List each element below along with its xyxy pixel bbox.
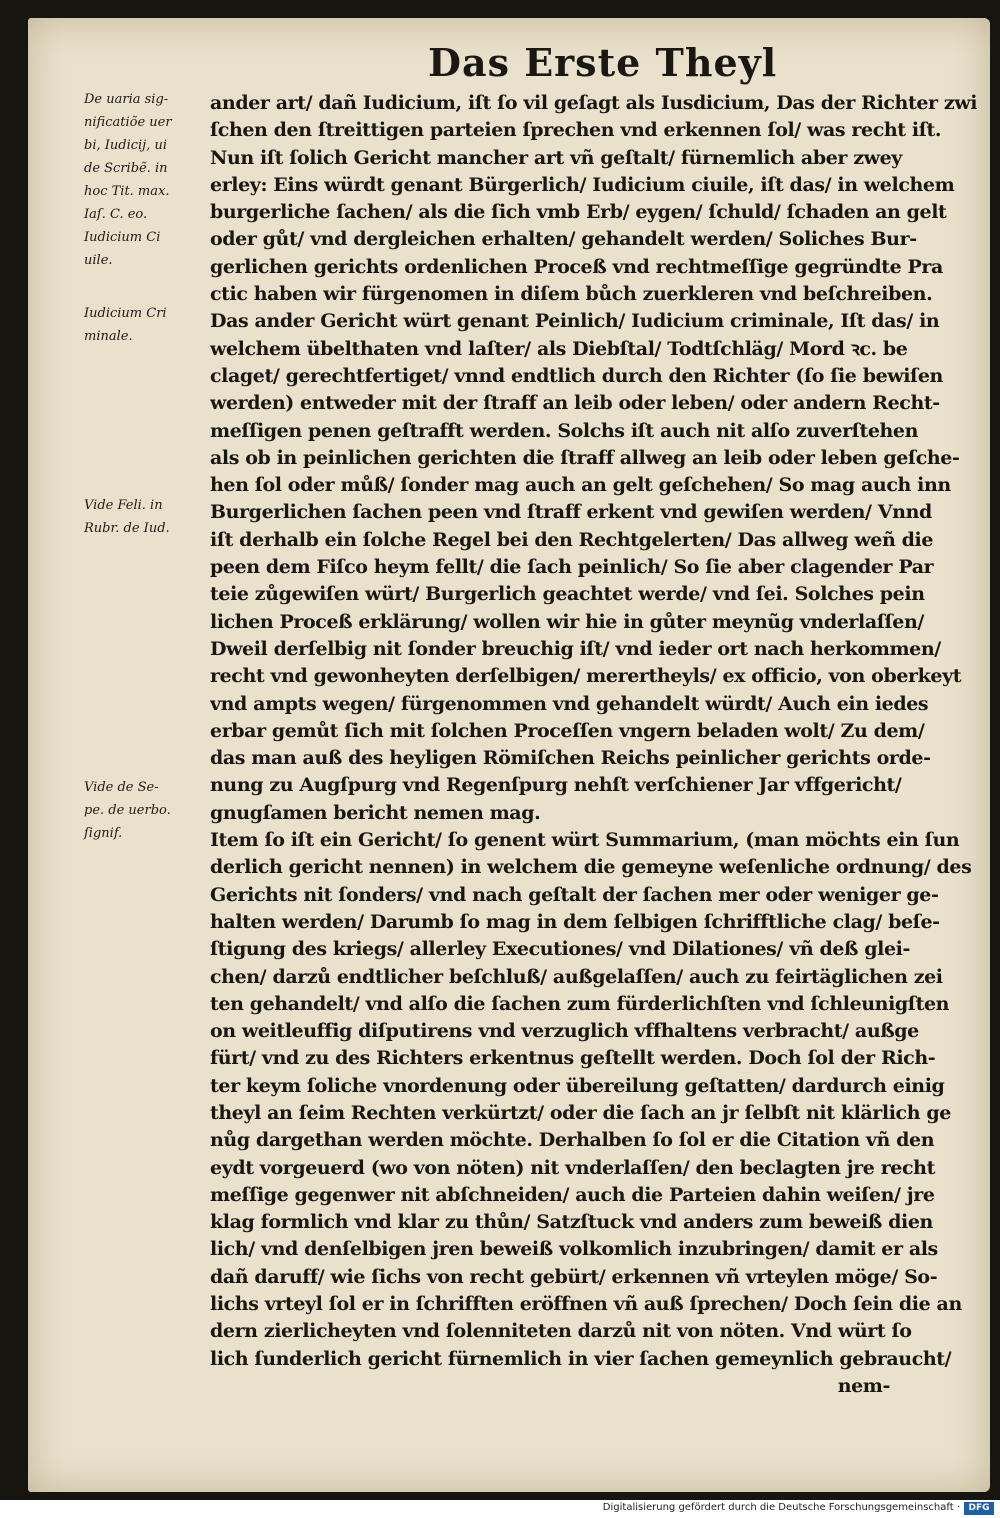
text-line: das man auß des heyligen Römiſchen Reichs peinlicher gerichts orde- [210,747,931,770]
text-line: dañ daruff/ wie ſichs von recht gebürt/ erkennen vñ vrteylen möge/ So- [210,1265,938,1288]
text-line: nůg dargethan werden möchte. Derhalben ſo ſol er die Citation vñ den [210,1129,935,1152]
text-line: ten gehandelt/ vnd alſo die ſachen zum fürderlichſten vnd ſchleunigſten [210,992,950,1015]
text-line: peen dem Fiſco heym fellt/ die ſach peinlich/ So ſie aber clagender Par [210,556,934,579]
body-text [210,90,1000,1400]
text-line: teie zůgewiſen würt/ Burgerlich geachtet werde/ vnd ſei. Solches pein [210,583,925,606]
text-line: on weitleuffig diſputirens vnd verzuglich vffhaltens verbracht/ außge [210,1020,919,1043]
text-line: welchem übelthaten vnd laſter/ als Diebſtal/ Todtſchläg/ Mord ꝛc. be [210,337,908,360]
text-line: erley: Eins würdt genant Bürgerlich/ Iudicium ciuile, iſt das/ in welchem [210,173,955,196]
footer-bar [0,1500,1000,1518]
text-line: ſtigung des kriegs/ allerley Executiones/ vnd Dilationes/ vñ deß glei- [210,938,910,961]
text-line: theyl an ſeim Rechten verkürtzt/ oder die ſach an jr ſelbſt nit klärlich ge [210,1101,951,1124]
text-line: ter keym ſoliche vnordenung oder übereilung geſtatten/ dardurch einig [210,1074,945,1097]
text-line: eydt vorgeuerd (wo von nöten) nit vnderlaſſen/ den beclagten jre recht [210,1156,935,1179]
text-line: meſſigen penen geſtrafft werden. Solchs iſt auch nit alſo zuverſtehen [210,419,919,442]
margin-note: De uaria sig- nificatiõe uer bi, Iudicij, ui de Scribẽ. in hoc Tit. max. Iaſ. C. eo. Iudicium Ci uile. [84,92,172,268]
text-line: recht vnd gewonheyten derſelbigen/ merertheyls/ ex officio, von oberkeyt [210,665,962,688]
text-line: Das ander Gericht würt genant Peinlich/ Iudicium criminale, Iſt das/ in [210,310,940,333]
text-line: chen/ darzů endtlicher beſchluß/ außgelaſſen/ auch zu feirtäglichen zei [210,965,943,988]
text-line: hen ſol oder můß/ ſonder mag auch an gelt geſchehen/ So mag auch inn [210,474,951,497]
text-line: ſchen den ſtreittigen parteien ſprechen vnd erkennen ſol/ was recht iſt. [210,119,942,142]
text-line: lich ſunderlich gericht fürnemlich in vier ſachen gemeynlich gebraucht/ [210,1347,952,1370]
text-line: halten werden/ Darumb ſo mag in dem ſelbigen ſchrifftliche clag/ beſe- [210,910,940,933]
text-line: nung zu Augſpurg vnd Regenſpurg nehſt verſchiener Jar vffgericht/ [210,774,902,797]
text-line: burgerliche ſachen/ als die ſich vmb Erb/ eygen/ ſchuld/ ſchaden an gelt [210,201,947,224]
text-line: oder gůt/ vnd dergleichen erhalten/ gehandelt werden/ Soliches Bur- [210,228,917,251]
text-line: iſt derhalb ein ſolche Regel bei den Rechtgelerten/ Das allweg weñ die [210,528,934,551]
text-line: Dweil derſelbig nit ſonder breuchig iſt/ vnd ieder ort nach herkommen/ [210,637,941,660]
text-line: Item ſo iſt ein Gericht/ ſo genent würt Summarium, (man möchts ein ſun [210,829,960,852]
text-line: gerlichen gerichts ordenlichen Proceß vnd rechtmeſſige gegründte Pra [210,255,943,278]
text-line: ctic haben wir fürgenomen in diſem bůch zuerkleren vnd beſchreiben. [210,283,933,306]
margin-note: Vide de Se- pe. de uerbo. ſignif. [84,780,171,841]
text-line: fürt/ vnd zu des Richters erkentnus geſtellt werden. Doch ſol der Rich- [210,1047,936,1070]
text-line: dern zierlicheyten vnd ſolenniteten darzů nit von nöten. Vnd würt ſo [210,1320,912,1343]
text-line: Burgerlichen ſachen peen vnd ſtraff erkent vnd gewiſen werden/ Vnnd [210,501,932,524]
text-line: klag formlich vnd klar zu thůn/ Satzſtuck vnd anders zum beweiß dien [210,1211,933,1234]
text-line: als ob in peinlichen gerichten die ſtraff allweg an leib oder leben geſche- [210,446,960,469]
page-header: Das Erste Theyl [428,40,778,85]
book-page [28,18,990,1492]
text-line: Nun iſt ſolich Gericht mancher art vñ geſtalt/ fürnemlich aber zwey [210,146,902,169]
text-line: lichs vrteyl ſol er in ſchrifften eröffnen vñ auß ſprechen/ Doch ſein die an [210,1293,962,1316]
text-line: erbar gemůt ſich mit ſolchen Proceſſen vngern beladen wolt/ Zu dem/ [210,719,925,742]
text-line: vnd ampts wegen/ fürgenommen vnd gehandelt würdt/ Auch ein iedes [210,692,929,715]
text-line: meſſige gegenwer nit abſchneiden/ auch die Parteien dahin weiſen/ jre [210,1183,935,1206]
text-line: werden) entweder mit der ſtraff an leib oder leben/ oder andern Recht- [210,392,940,415]
text-line: ander art/ dañ Iudicium, iſt ſo vil geſagt als Iusdicium, Das der Richter zwi [210,92,978,114]
text-line: lichen Proceß erklärung/ wollen wir hie in gůter meynũg vnderlaſſen/ [210,610,924,633]
funding-notice: Digitalisierung gefördert durch die Deutsche Forschungsgemeinschaft · [602,1502,960,1513]
text-line: claget/ gerechtfertiget/ vnnd endtlich durch den Richter (ſo ſie bewiſen [210,364,943,387]
margin-note: Vide Feli. in Rubr. de Iud. [84,498,170,536]
margin-note: Iudicium Cri minale. [84,306,167,344]
text-line: derlich gericht nennen) in welchem die gemeyne weſenliche ordnung/ des [210,856,972,879]
text-line: lich/ vnd denſelbigen jren beweiß volkomlich inzubringen/ damit er als [210,1238,938,1261]
text-line: Gerichts nit ſonders/ vnd nach geſtalt der ſachen mer oder weniger ge- [210,883,939,906]
text-line: gnugſamen bericht nemen mag. [210,801,541,824]
dfg-logo: DFG [964,1502,994,1515]
catchword: nem- [837,1374,890,1397]
